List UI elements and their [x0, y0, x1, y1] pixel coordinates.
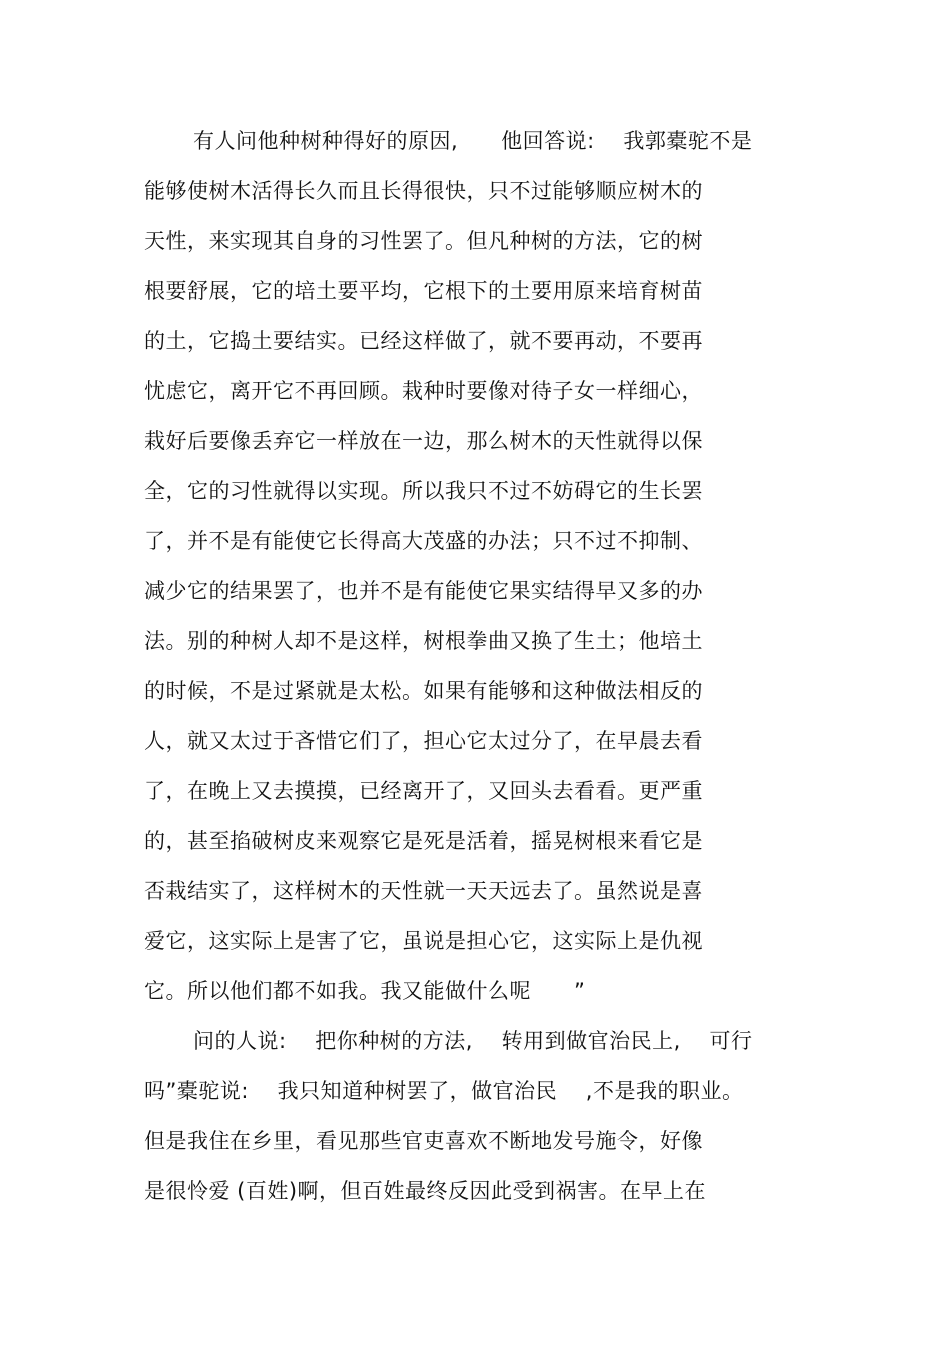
- paragraph-1-line-8: 全，它的习性就得以实现。所以我只不过不妨碍它的生长罢: [144, 479, 703, 503]
- paragraph-1-line-18: 它。所以他们都不如我。我又能做什么呢 ”: [144, 979, 586, 1003]
- paragraph-1-line-11: 法。别的种树人却不是这样，树根拳曲又换了生土；他培土: [144, 629, 703, 653]
- paragraph-2-line-4: 是很怜爱 (百姓)啊，但百姓最终反因此受到祸害。在早上在: [144, 1179, 707, 1203]
- paragraph-1-line-13: 人，就又太过于吝惜它们了，担心它太过分了，在早晨去看: [144, 729, 703, 753]
- paragraph-1-line-12: 的时候，不是过紧就是太松。如果有能够和这种做法相反的: [144, 679, 703, 703]
- paragraph-1-line-5: 的土，它捣土要结实。已经这样做了，就不要再动，不要再: [144, 329, 703, 353]
- paragraph-1-line-2: 能够使树木活得长久而且长得很快，只不过能够顺应树木的: [144, 179, 703, 203]
- paragraph-1-line-9: 了，并不是有能使它长得高大茂盛的办法；只不过不抑制、: [144, 529, 703, 553]
- paragraph-1-line-6: 忧虑它，离开它不再回顾。栽种时要像对待子女一样细心，: [144, 379, 703, 403]
- paragraph-2-line-3: 但是我住在乡里，看见那些官吏喜欢不断地发号施令，好像: [144, 1129, 703, 1153]
- paragraph-1-line-14: 了，在晚上又去摸摸，已经离开了，又回头去看看。更严重: [144, 779, 703, 803]
- paragraph-1-line-3: 天性，来实现其自身的习性罢了。但凡种树的方法，它的树: [144, 229, 703, 253]
- paragraph-1-line-7: 栽好后要像丢弃它一样放在一边，那么树木的天性就得以保: [144, 429, 703, 453]
- paragraph-1-line-10: 减少它的结果罢了，也并不是有能使它果实结得早又多的办: [144, 579, 703, 603]
- paragraph-2-line-2: 吗”橐驼说: 我只知道种树罢了，做官治民 ,不是我的职业。: [144, 1079, 744, 1103]
- paragraph-1-line-17: 爱它，这实际上是害了它，虽说是担心它，这实际上是仇视: [144, 929, 703, 953]
- paragraph-1-line-1: 有人问他种树种得好的原因, 他回答说: 我郭橐驼不是: [193, 129, 753, 153]
- paragraph-1-line-4: 根要舒展，它的培土要平均，它根下的土要用原来培育树苗: [144, 279, 703, 303]
- paragraph-2-line-1: 问的人说: 把你种树的方法, 转用到做官治民上, 可行: [193, 1029, 753, 1053]
- paragraph-1-line-15: 的，甚至掐破树皮来观察它是死是活着，摇晃树根来看它是: [144, 829, 703, 853]
- paragraph-1-line-16: 否栽结实了，这样树木的天性就一天天远去了。虽然说是喜: [144, 879, 703, 903]
